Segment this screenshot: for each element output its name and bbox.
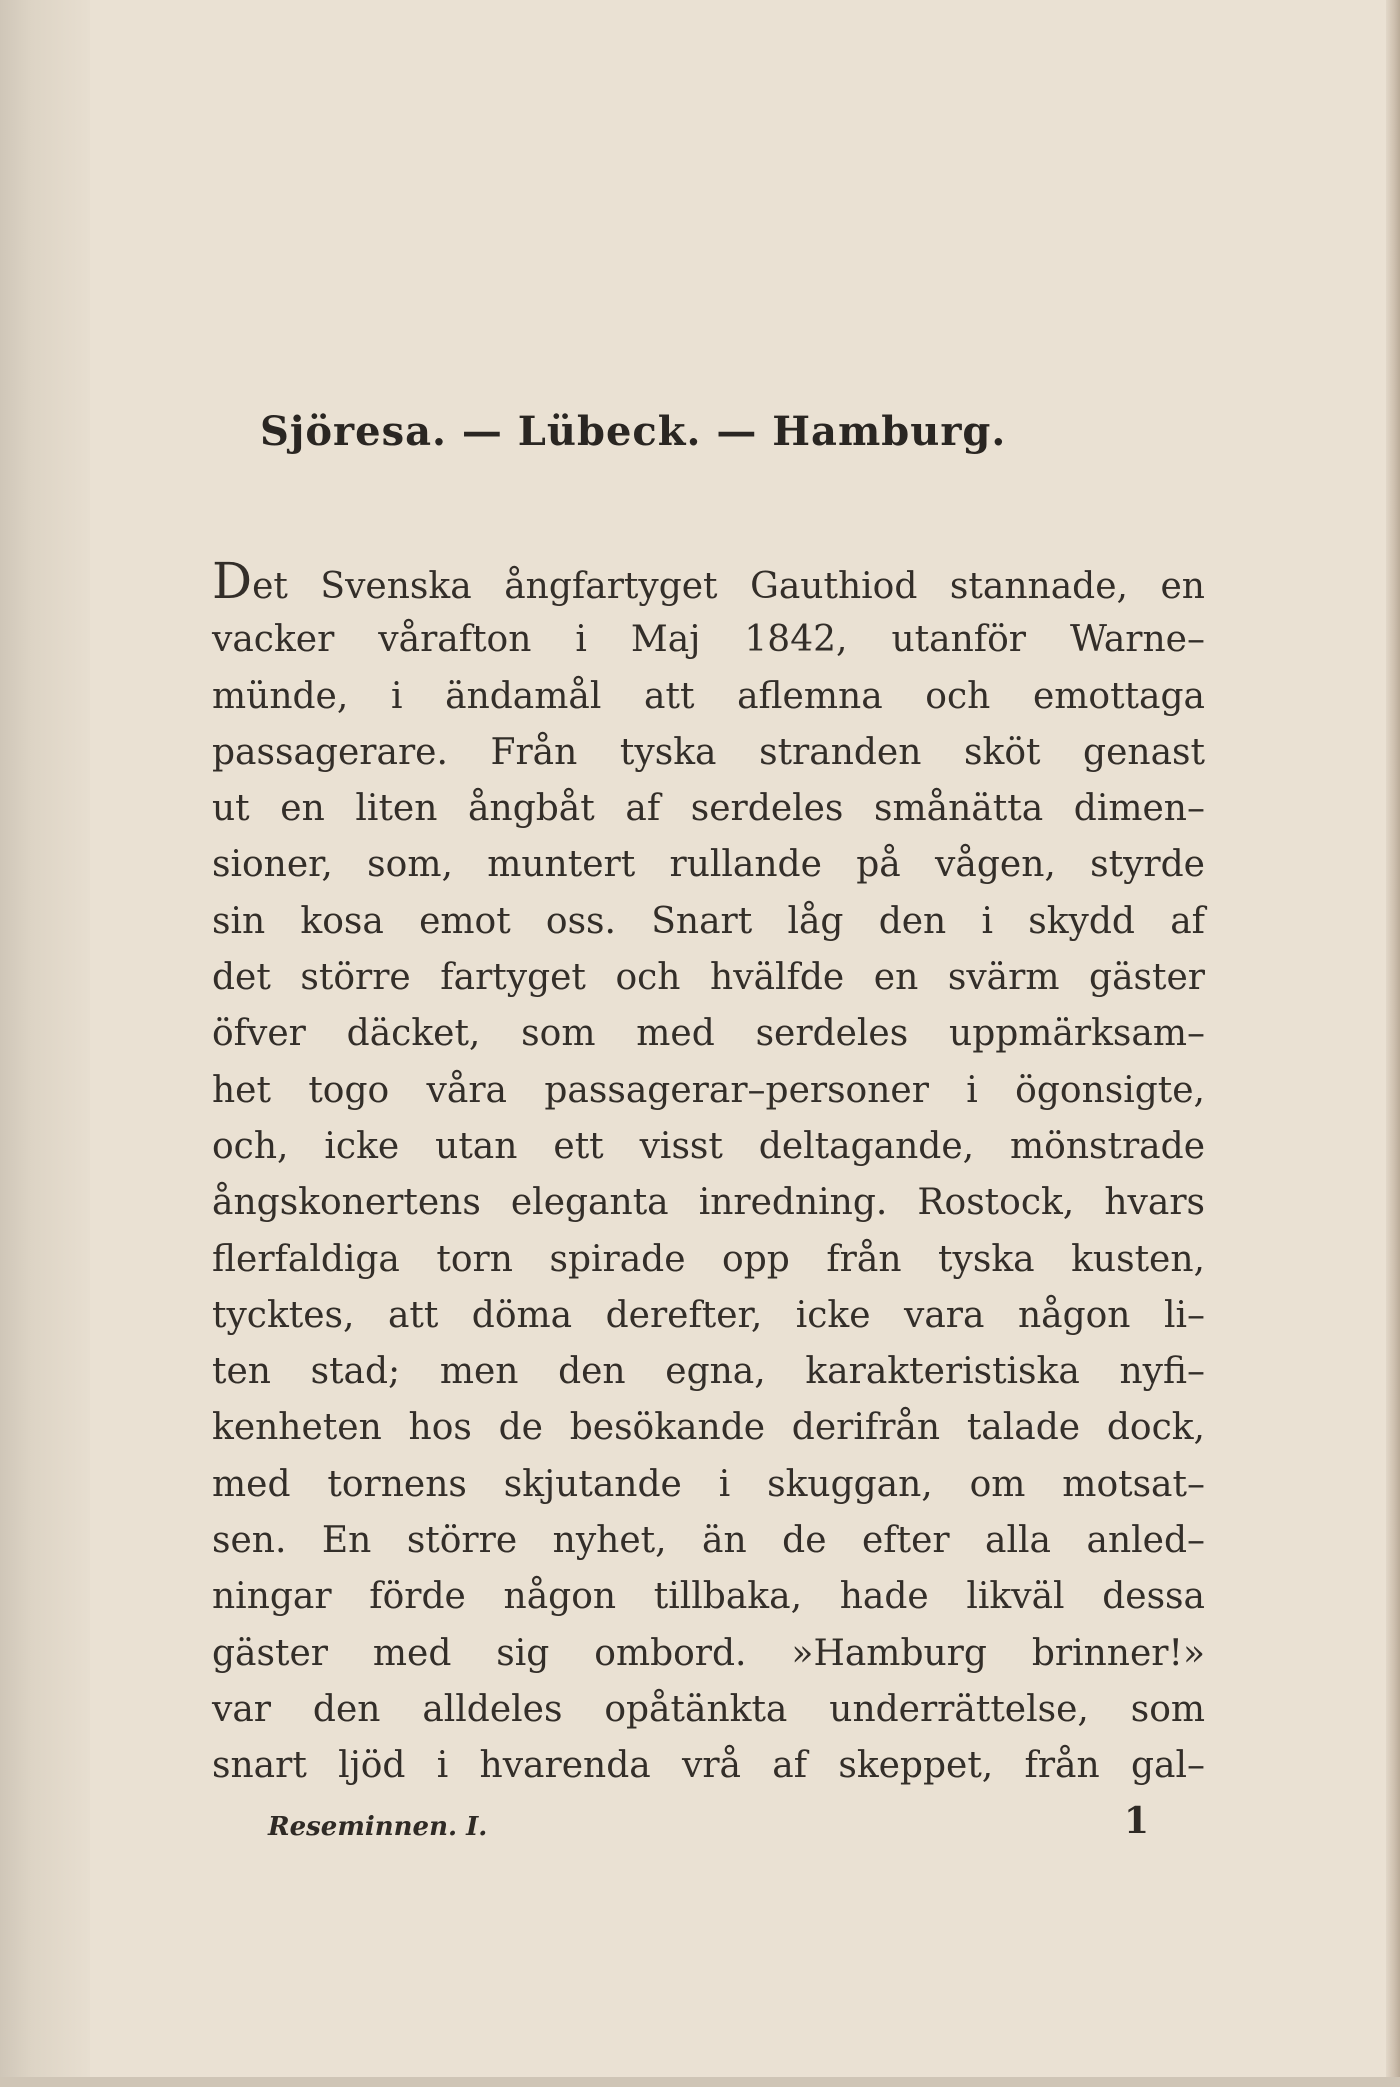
body-text [212,552,1205,1795]
text-line: och, icke utan ett visst deltagande, mönstrade [212,1125,1205,1167]
signature-number: 1 [1124,1800,1150,1842]
text-line: det större fartyget och hvälfde en svärm gäster [212,957,1205,999]
drop-cap: D [212,552,253,610]
first-line-text: et Svenska ångfartyget Gauthiod stannade, en [252,566,1205,607]
signature-mark: Reseminnen. I. [268,1812,488,1842]
text-line: vacker vårafton i Maj 1842, utanför Warne– [212,619,1205,661]
text-line: var den alldeles opåtänkta underrättelse, som [212,1688,1205,1730]
text-line: kenheten hos de besökande derifrån talade dock, [212,1407,1205,1449]
first-line [212,552,1205,612]
text-line: sen. En större nyhet, än de efter alla anled– [212,1520,1205,1562]
text-line: ningar förde någon tillbaka, hade likväl dessa [212,1576,1205,1618]
page-bottom-edge [0,2077,1400,2087]
text-line: snart ljöd i hvarenda vrå af skeppet, från gal– [212,1745,1205,1787]
text-line: ut en liten ångbåt af serdeles smånätta dimen– [212,788,1205,830]
text-line: ten stad; men den egna, karakteristiska nyfi– [212,1351,1205,1393]
text-line: passagerare. Från tyska stranden sköt genast [212,731,1205,773]
text-line: flerfaldiga torn spirade opp från tyska kusten, [212,1238,1205,1280]
text-line: med tornens skjutande i skuggan, om motsat– [212,1463,1205,1505]
text-line: öfver däcket, som med serdeles uppmärksam– [212,1013,1205,1055]
text-line: sioner, som, muntert rullande på vågen, styrde [212,844,1205,886]
text-line: gäster med sig ombord. »Hamburg brinner!» [212,1632,1205,1674]
chapter-heading: Sjöresa. — Lübeck. — Hamburg. [260,408,1007,455]
text-line: münde, i ändamål att aflemna och emottaga [212,675,1205,717]
text-line: tycktes, att döma derefter, icke vara någon li– [212,1294,1205,1336]
page-gutter [0,0,90,2087]
text-line: het togo våra passagerar–personer i ögonsigte, [212,1069,1205,1111]
text-line: ångskonertens eleganta inredning. Rostock, hvars [212,1182,1205,1224]
page-edge [1386,0,1400,2087]
text-line: sin kosa emot oss. Snart låg den i skydd af [212,900,1205,942]
